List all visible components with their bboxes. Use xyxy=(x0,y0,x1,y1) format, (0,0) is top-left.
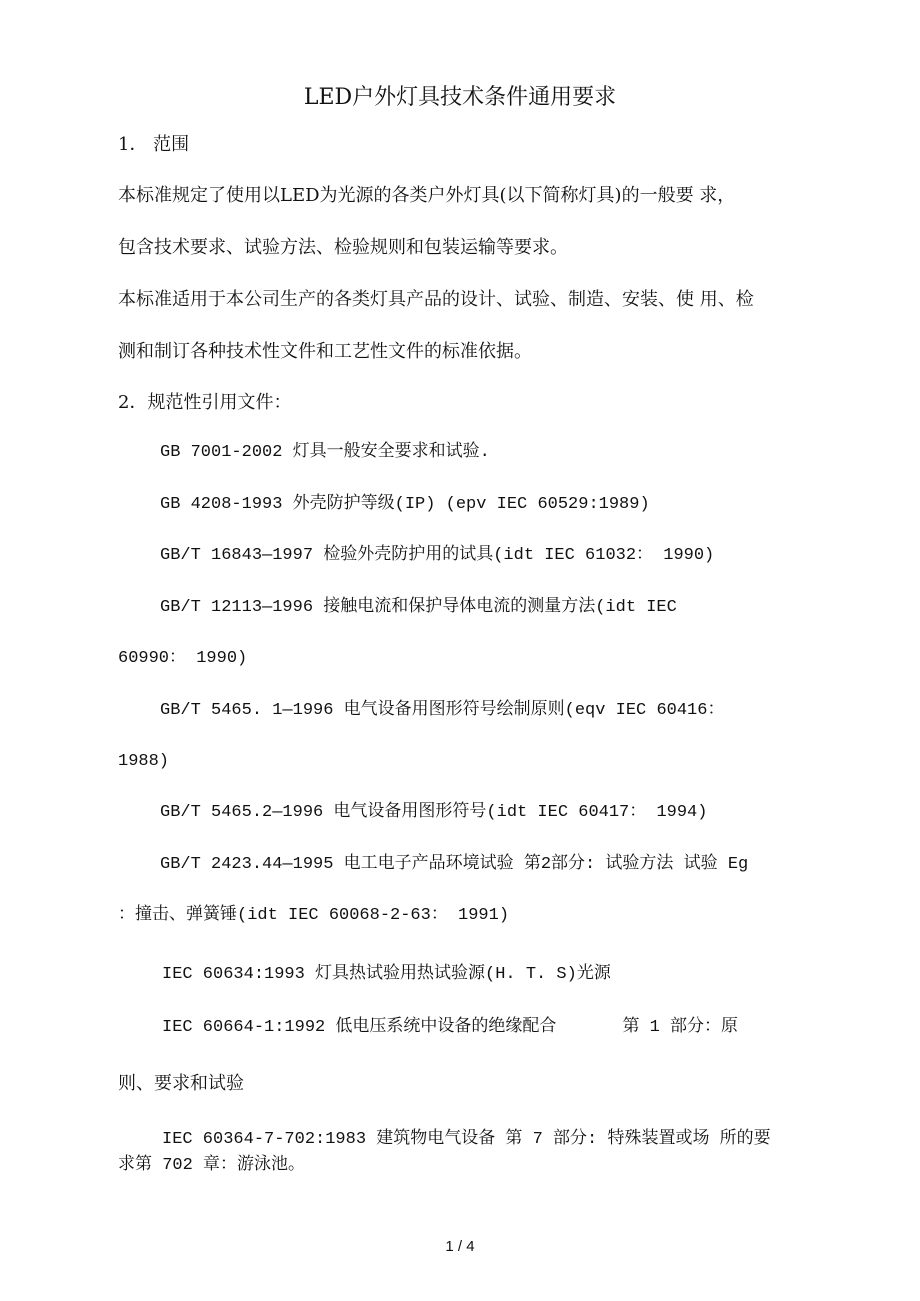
reference-item: IEC 60364-7-702:1983 建筑物电气设备 第 7 部分: 特殊装置或场 所的要 xyxy=(162,1130,771,1149)
scope-paragraph-1-line-1: 本标准规定了使用以LED为光源的各类户外灯具(以下简称灯具)的一般要 求， xyxy=(118,185,736,206)
section-heading-references: 2．规范性引用文件： xyxy=(118,392,292,413)
reference-item-continuation: 则、要求和试验 xyxy=(118,1073,244,1094)
reference-item: GB 7001-2002 灯具一般安全要求和试验. xyxy=(160,443,490,462)
scope-paragraph-2-line-1: 本标准适用于本公司生产的各类灯具产品的设计、试验、制造、安装、使 用、检 xyxy=(118,289,754,310)
reference-item: GB/T 16843—1997 检验外壳防护用的试具(idt IEC 61032： 1990) xyxy=(160,546,715,565)
section-heading-scope: 1． 范围 xyxy=(118,134,190,155)
reference-item xyxy=(162,1016,738,1040)
document-title: LED户外灯具技术条件通用要求 xyxy=(303,85,617,110)
reference-item: GB/T 5465.2—1996 电气设备用图形符号(idt IEC 60417： 1994) xyxy=(160,803,708,822)
scope-paragraph-2-line-2: 测和制订各种技术性文件和工艺性文件的标准依据。 xyxy=(118,341,532,362)
reference-item: GB 4208-1993 外壳防护等级(IP) (epv IEC 60529:1989) xyxy=(160,495,650,514)
reference-item-continuation: ：撞击、弹簧锤(idt IEC 60068-2-63： 1991) xyxy=(118,906,510,925)
reference-item-continuation: 求第 702 章：游泳池。 xyxy=(118,1156,306,1175)
reference-item-part-b: 第 1 部分：原 xyxy=(622,1018,739,1037)
scope-paragraph-1-line-2: 包含技术要求、试验方法、检验规则和包装运输等要求。 xyxy=(118,237,568,258)
reference-item: GB/T 2423.44—1995 电工电子产品环境试验 第2部分: 试验方法 试验 Eg xyxy=(160,855,749,874)
reference-item: GB/T 5465. 1—1996 电气设备用图形符号绘制原则(eqv IEC 60416： xyxy=(160,701,725,720)
reference-item: IEC 60634:1993 灯具热试验用热试验源(H. T. S)光源 xyxy=(162,965,611,984)
reference-item-part-a: IEC 60664-1:1992 低电压系统中设备的绝缘配合 xyxy=(162,1018,557,1037)
reference-item: GB/T 12113—1996 接触电流和保护导体电流的测量方法(idt IEC xyxy=(160,598,677,617)
reference-item-continuation: 60990： 1990) xyxy=(118,649,248,668)
page-number: 1 / 4 xyxy=(445,1238,475,1255)
reference-item-continuation: 1988) xyxy=(118,752,170,771)
